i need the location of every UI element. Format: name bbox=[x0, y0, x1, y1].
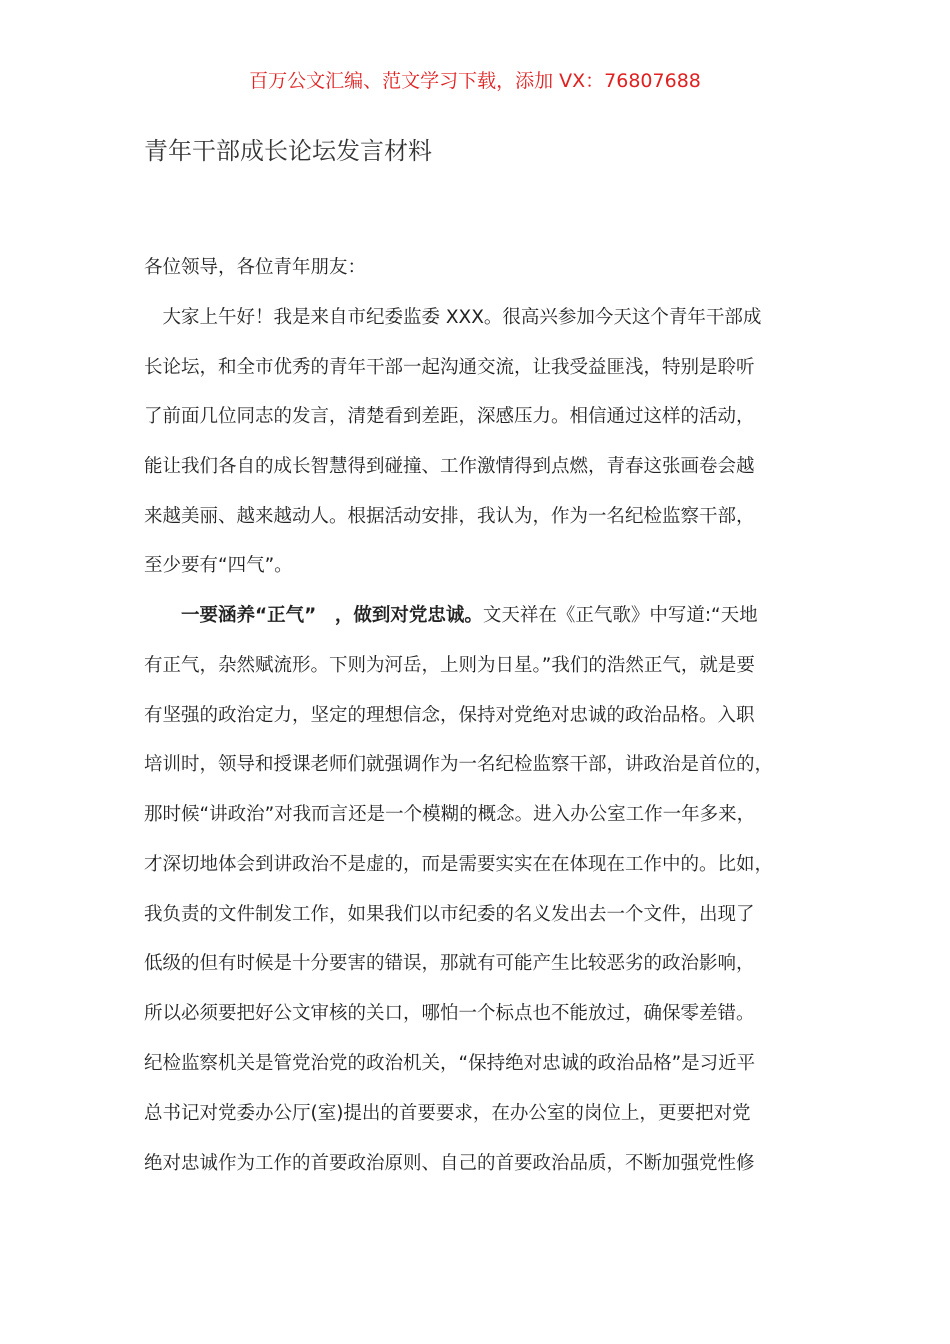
document-title: 青年干部成长论坛发言材料 bbox=[144, 137, 432, 165]
body-text: 文天祥在《正气歌》中写道:“天地 bbox=[482, 605, 758, 626]
body-line: 大家上午好！我是来自市纪委监委 XXX。很高兴参加今天这个青年干部成 bbox=[144, 307, 762, 328]
body-line: 那时候“讲政治”对我而言还是一个模糊的概念。进入办公室工作一年多来， bbox=[144, 804, 756, 825]
body-line: 有正气，杂然赋流形。下则为河岳，上则为日星。”我们的浩然正气，就是要 bbox=[144, 655, 755, 676]
salutation: 各位领导，各位青年朋友： bbox=[144, 257, 367, 278]
body-line: 培训时，领导和授课老师们就强调作为一名纪检监察干部，讲政治是首位的， bbox=[144, 754, 774, 775]
body-line: 长论坛，和全市优秀的青年干部一起沟通交流，让我受益匪浅，特别是聆听 bbox=[144, 357, 755, 378]
body-line: 纪检监察机关是管党治党的政治机关，“保持绝对忠诚的政治品格”是习近平 bbox=[144, 1053, 756, 1074]
body-line: 能让我们各自的成长智慧得到碰撞、工作激情得到点燃，青春这张画卷会越 bbox=[144, 456, 755, 477]
body-line: 了前面几位同志的发言，清楚看到差距，深感压力。相信通过这样的活动， bbox=[144, 406, 755, 427]
body-line: 低级的但有时候是十分要害的错误，那就有可能产生比较恶劣的政治影响， bbox=[144, 953, 755, 974]
watermark-banner: 百万公文汇编、范文学习下载，添加 VX：76807688 bbox=[249, 70, 701, 92]
body-line: 所以必须要把好公文审核的关口，哪怕一个标点也不能放过，确保零差错。 bbox=[144, 1003, 755, 1024]
body-line: 我负责的文件制发工作，如果我们以市纪委的名义发出去一个文件，出现了 bbox=[144, 904, 755, 925]
section-heading-line bbox=[144, 603, 758, 629]
body-line: 绝对忠诚作为工作的首要政治原则、自己的首要政治品质，不断加强党性修 bbox=[144, 1153, 755, 1174]
body-line: 总书记对党委办公厅(室)提出的首要要求，在办公室的岗位上，更要把对党 bbox=[144, 1103, 751, 1124]
body-line: 至少要有“四气”。 bbox=[144, 555, 293, 576]
body-line: 有坚强的政治定力，坚定的理想信念，保持对党绝对忠诚的政治品格。入职 bbox=[144, 705, 755, 726]
body-line: 才深切地体会到讲政治不是虚的，而是需要实实在在体现在工作中的。比如， bbox=[144, 854, 774, 875]
section-heading: 一要涵养“正气” ，做到对党忠诚。 bbox=[144, 605, 483, 626]
body-line: 来越美丽、越来越动人。根据活动安排，我认为，作为一名纪检监察干部， bbox=[144, 506, 755, 527]
